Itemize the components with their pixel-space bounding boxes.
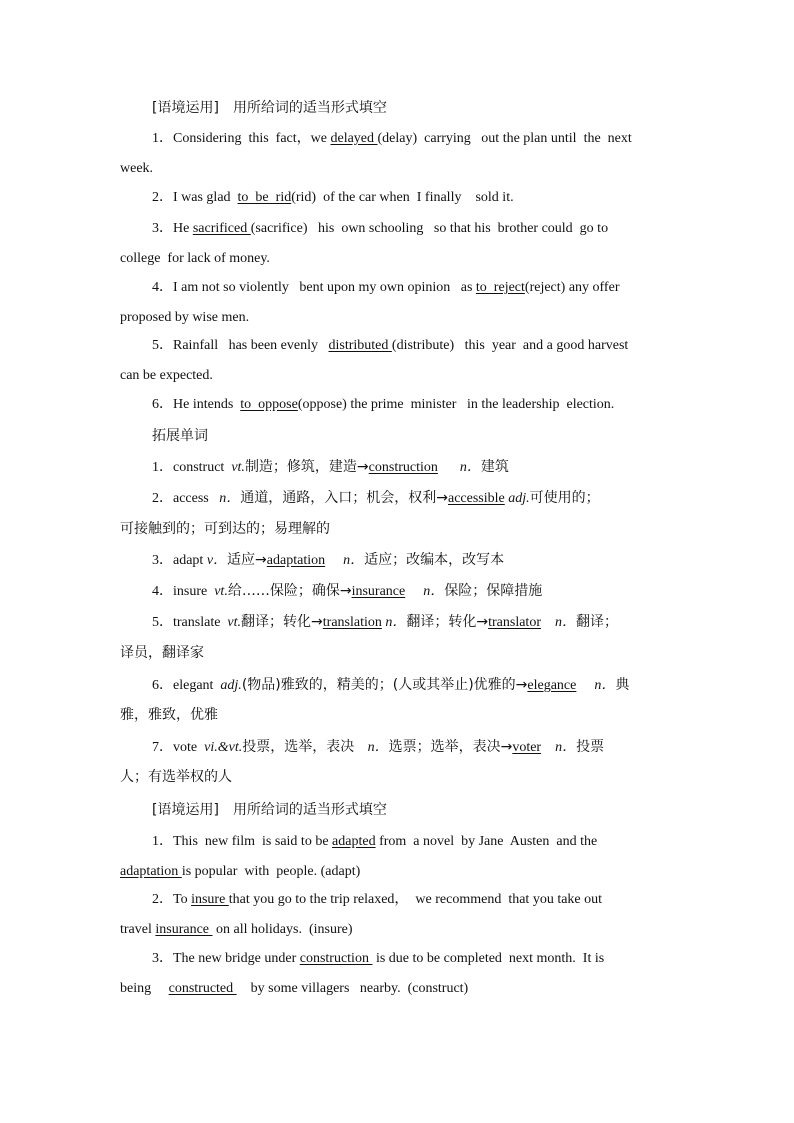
answer-blank: elegance (527, 678, 577, 693)
item-text: This new film is said to be (173, 834, 333, 849)
part-of-speech: n． (385, 615, 407, 630)
vocab-item-7 (152, 738, 604, 757)
item-text: (rid) of the car when I finally sold it. (291, 190, 514, 205)
vocab-meaning: (物品)雅致的，精美的；(人或其举止)优雅的→ (241, 677, 528, 693)
item-text: on all holidays. (insure) (212, 922, 353, 937)
answer-blank: to be rid (237, 190, 292, 205)
part-of-speech: vt. (214, 584, 228, 599)
vocab-meaning: 投票，选举，表决 (242, 739, 368, 755)
answer-blank: construction (368, 460, 438, 475)
part-of-speech: n． (219, 491, 241, 506)
vocab-meaning: 翻译；转化→ (406, 614, 489, 630)
answer-blank: voter (512, 740, 542, 755)
vocab-meaning: 译员，翻译家 (120, 645, 204, 661)
vocab-item-4 (152, 582, 542, 601)
vocab-word: access (173, 491, 216, 506)
part-of-speech: vi.&vt. (204, 740, 243, 755)
answer-blank: adaptation (266, 553, 326, 568)
vocab-word: insure (173, 584, 211, 599)
section1-heading (152, 99, 387, 118)
item-text: from a novel by Jane Austen and the (375, 834, 598, 849)
item-number: 4． (152, 280, 173, 295)
part-of-speech: v． (206, 553, 228, 568)
vocab-item-3 (152, 551, 504, 570)
item-text: He (173, 221, 193, 236)
section1-heading-tag: [语境运用] (152, 100, 219, 116)
vocab-word: vote (173, 740, 201, 755)
item-text: that you go to the trip relaxed， we recommend that you take out (228, 892, 603, 907)
vocab-meaning: 典 (615, 677, 630, 693)
s1-item-3 (152, 220, 608, 238)
part-of-speech: n． (555, 740, 577, 755)
item-text: (sacrifice) his own schooling so that his brother could go to (250, 221, 609, 236)
item-text: (delay) carrying out the plan until the next (377, 131, 632, 146)
vocab-word: adapt (173, 553, 207, 568)
section1-heading-text: 用所给词的适当形式填空 (232, 100, 387, 116)
item-text: He intends (173, 397, 241, 412)
s1-item-5 (152, 337, 628, 355)
section2-heading-text: 拓展单词 (152, 428, 208, 444)
item-text: (distribute) this year and a good harvest (391, 338, 629, 353)
section3-heading (152, 801, 387, 820)
vocab-meaning: 通道，通路，入口；机会，权利→ (240, 490, 448, 506)
answer-blank: to oppose (240, 397, 298, 412)
vocab-meaning: 建筑 (480, 459, 509, 475)
item-text: week. (120, 161, 154, 176)
answer-blank: constructed (168, 981, 237, 996)
section2-heading (152, 427, 208, 446)
answer-blank: insurance (155, 922, 213, 937)
answer-blank: accessible (448, 491, 505, 506)
item-text: I am not so violently bent upon my own opinion as (173, 280, 476, 295)
answer-blank: sacrificed (192, 221, 251, 236)
vocab-meaning: 人；有选举权的人 (120, 769, 232, 785)
item-number: 2． (152, 892, 173, 907)
item-number: 1． (152, 834, 173, 849)
answer-blank: translator (488, 615, 541, 630)
s3-item-3 (152, 950, 604, 968)
part-of-speech: n． (554, 615, 576, 630)
answer-blank: to reject (475, 280, 525, 295)
vocab-meaning: 可接触到的；可到达的；易理解的 (120, 521, 330, 537)
vocab-item-5-cont (120, 644, 204, 663)
vocab-word: elegant (173, 678, 217, 693)
part-of-speech: n． (367, 740, 389, 755)
answer-blank: adapted (332, 834, 376, 849)
item-number: 5． (152, 338, 173, 353)
s1-item-1-cont (120, 160, 153, 178)
s1-item-3-cont (120, 250, 270, 268)
vocab-meaning: 适应→ (227, 552, 267, 568)
s1-item-4 (152, 279, 619, 297)
s3-item-3-cont (120, 980, 468, 998)
vocab-item-1 (152, 458, 509, 477)
item-text: (oppose) the prime minister in the leadership election. (297, 397, 615, 412)
s1-item-6 (152, 396, 614, 414)
item-number: 7． (152, 740, 173, 755)
item-number: 5． (152, 615, 173, 630)
s3-item-2-cont (120, 921, 353, 939)
answer-blank: delayed (330, 131, 378, 146)
item-text: The new bridge under (173, 951, 300, 966)
vocab-meaning: 投票 (576, 739, 605, 755)
item-text: college for lack of money. (120, 251, 270, 266)
vocab-meaning: 保险；保障措施 (444, 583, 543, 599)
item-text: is due to be completed next month. It is (372, 951, 605, 966)
item-number: 3． (152, 221, 173, 236)
s3-item-2 (152, 891, 602, 909)
item-text: Considering this fact，we (173, 131, 331, 146)
vocab-item-6-cont (120, 706, 218, 725)
answer-blank: distributed (328, 338, 392, 353)
item-number: 2． (152, 491, 173, 506)
section3-heading-tag: [语境运用] (152, 802, 219, 818)
item-text: To (173, 892, 192, 907)
vocab-meaning: 给……保险；确保→ (227, 583, 352, 599)
item-text: (reject) any offer (524, 280, 620, 295)
item-text: I was glad (173, 190, 238, 205)
vocab-item-6 (152, 676, 629, 695)
item-number: 1． (152, 131, 173, 146)
s3-item-1 (152, 833, 597, 851)
answer-blank: insure (191, 892, 229, 907)
item-text: travel (120, 922, 156, 937)
vocab-meaning: 翻译； (575, 614, 618, 630)
part-of-speech: n． (459, 460, 481, 475)
vocab-item-7-cont (120, 768, 232, 787)
section3-heading-text: 用所给词的适当形式填空 (232, 802, 387, 818)
vocab-meaning: 可使用的； (529, 490, 600, 506)
vocab-item-2-cont (120, 520, 330, 539)
answer-blank: translation (322, 615, 382, 630)
part-of-speech: n． (594, 678, 616, 693)
part-of-speech: n． (423, 584, 445, 599)
vocab-meaning: 雅，雅致，优雅 (120, 707, 218, 723)
item-text: proposed by wise men. (120, 310, 250, 325)
vocab-meaning: 适应；改编本，改写本 (364, 552, 505, 568)
vocab-word: translate (173, 615, 224, 630)
part-of-speech: vt. (231, 460, 245, 475)
item-number: 6． (152, 678, 173, 693)
vocab-meaning: 选票；选举，表决→ (388, 739, 513, 755)
s1-item-4-cont (120, 309, 249, 327)
part-of-speech: n． (343, 553, 365, 568)
vocab-word: construct (173, 460, 228, 475)
vocab-meaning: 翻译；转化→ (241, 614, 323, 630)
answer-blank: construction (299, 951, 373, 966)
part-of-speech: adj. (508, 491, 530, 506)
vocab-item-2 (152, 489, 600, 508)
answer-blank: insurance (351, 584, 406, 599)
s1-item-5-cont (120, 367, 213, 385)
part-of-speech: vt. (227, 615, 242, 630)
item-text: by some villagers nearby. (construct) (236, 981, 469, 996)
s3-item-1-cont (120, 863, 360, 881)
item-number: 6． (152, 397, 173, 412)
item-text: can be expected. (120, 368, 213, 383)
s1-item-2 (152, 189, 514, 207)
item-text: being (120, 981, 169, 996)
item-number: 3． (152, 951, 173, 966)
item-text: Rainfall has been evenly (173, 338, 329, 353)
s1-item-1 (152, 130, 632, 148)
vocab-meaning: 制造；修筑，建造→ (244, 459, 369, 475)
answer-blank: adaptation (120, 864, 182, 879)
item-number: 4． (152, 584, 173, 599)
item-number: 3． (152, 553, 173, 568)
item-text: is popular with people. (adapt) (181, 864, 361, 879)
item-number: 2． (152, 190, 173, 205)
item-number: 1． (152, 460, 173, 475)
vocab-item-5 (152, 613, 618, 632)
part-of-speech: adj. (220, 678, 242, 693)
